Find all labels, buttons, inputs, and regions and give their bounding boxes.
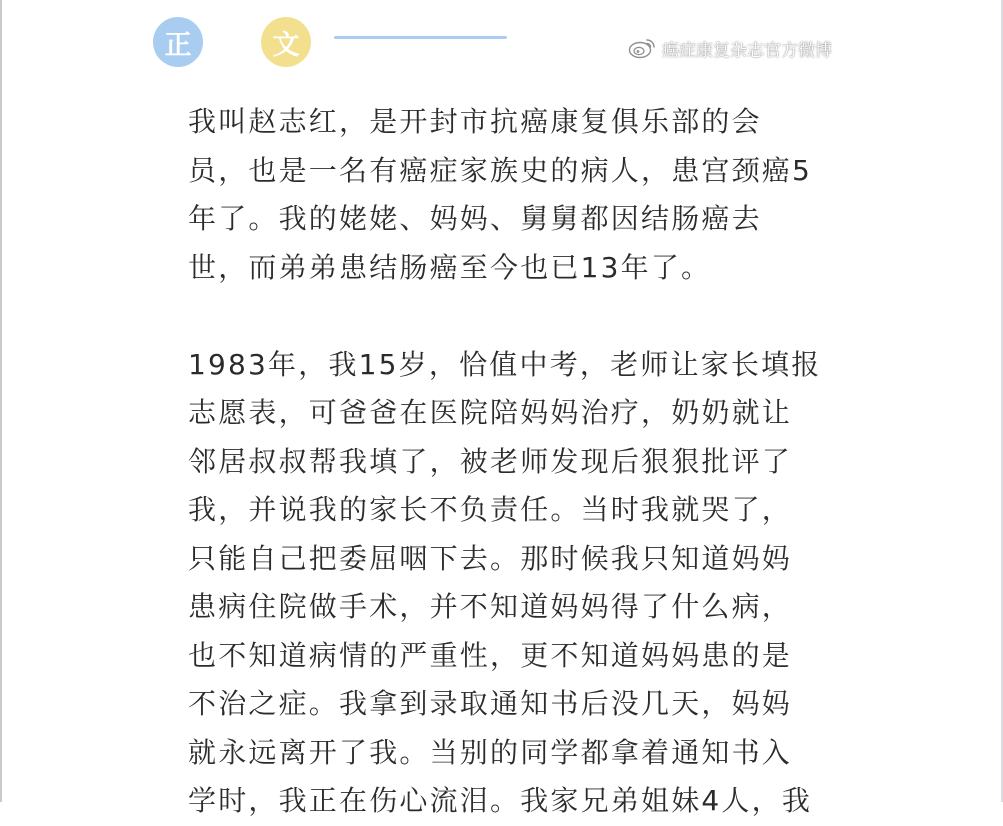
text-line: 我，并说我的家长不负责任。当时我就哭了， [188, 493, 793, 526]
watermark [628, 36, 832, 60]
text-line: 志愿表，可爸爸在医院陪妈妈治疗，奶奶就让 [188, 396, 793, 429]
text-line: 员，也是一名有癌症家族史的病人，患宫颈癌5 [188, 153, 813, 187]
weibo-icon [628, 37, 656, 59]
paragraph-1 [188, 98, 828, 292]
header-divider [334, 36, 507, 39]
text-line: 只能自己把委屈咽下去。那时候我只知道妈妈 [188, 541, 793, 575]
text-line: 不治之症。我拿到录取通知书后没几天，妈妈 [188, 687, 793, 720]
text-line: 学时，我正在伤心流泪。我家兄弟姐妹4人，我 [188, 784, 813, 817]
section-badge-wen: 文 [261, 17, 311, 67]
text-line: 患病住院做手术，并不知道妈妈得了什么病， [188, 590, 793, 623]
page-edge-left [0, 0, 2, 802]
text-line: 世，而弟弟患结肠癌至今也已13年了。 [188, 250, 712, 284]
text-line: 就永远离开了我。当别的同学都拿着通知书入 [188, 735, 793, 769]
text-line: 邻居叔叔帮我填了，被老师发现后狠狠批评了 [188, 444, 793, 478]
paragraph-2 [188, 341, 828, 826]
text-line: 年了。我的姥姥、妈妈、舅舅都因结肠癌去 [188, 202, 762, 235]
article-body [188, 98, 828, 826]
text-line: 我叫赵志红，是开封市抗癌康复俱乐部的会 [188, 105, 762, 138]
text-line: 1983年，我15岁，恰值中考，老师让家长填报 [188, 347, 822, 381]
section-badge-zheng: 正 [153, 17, 203, 67]
text-line: 也不知道病情的严重性，更不知道妈妈患的是 [188, 638, 793, 672]
paragraph-gap [188, 292, 828, 341]
watermark-text: 癌症康复杂志官方微博 [662, 40, 832, 61]
